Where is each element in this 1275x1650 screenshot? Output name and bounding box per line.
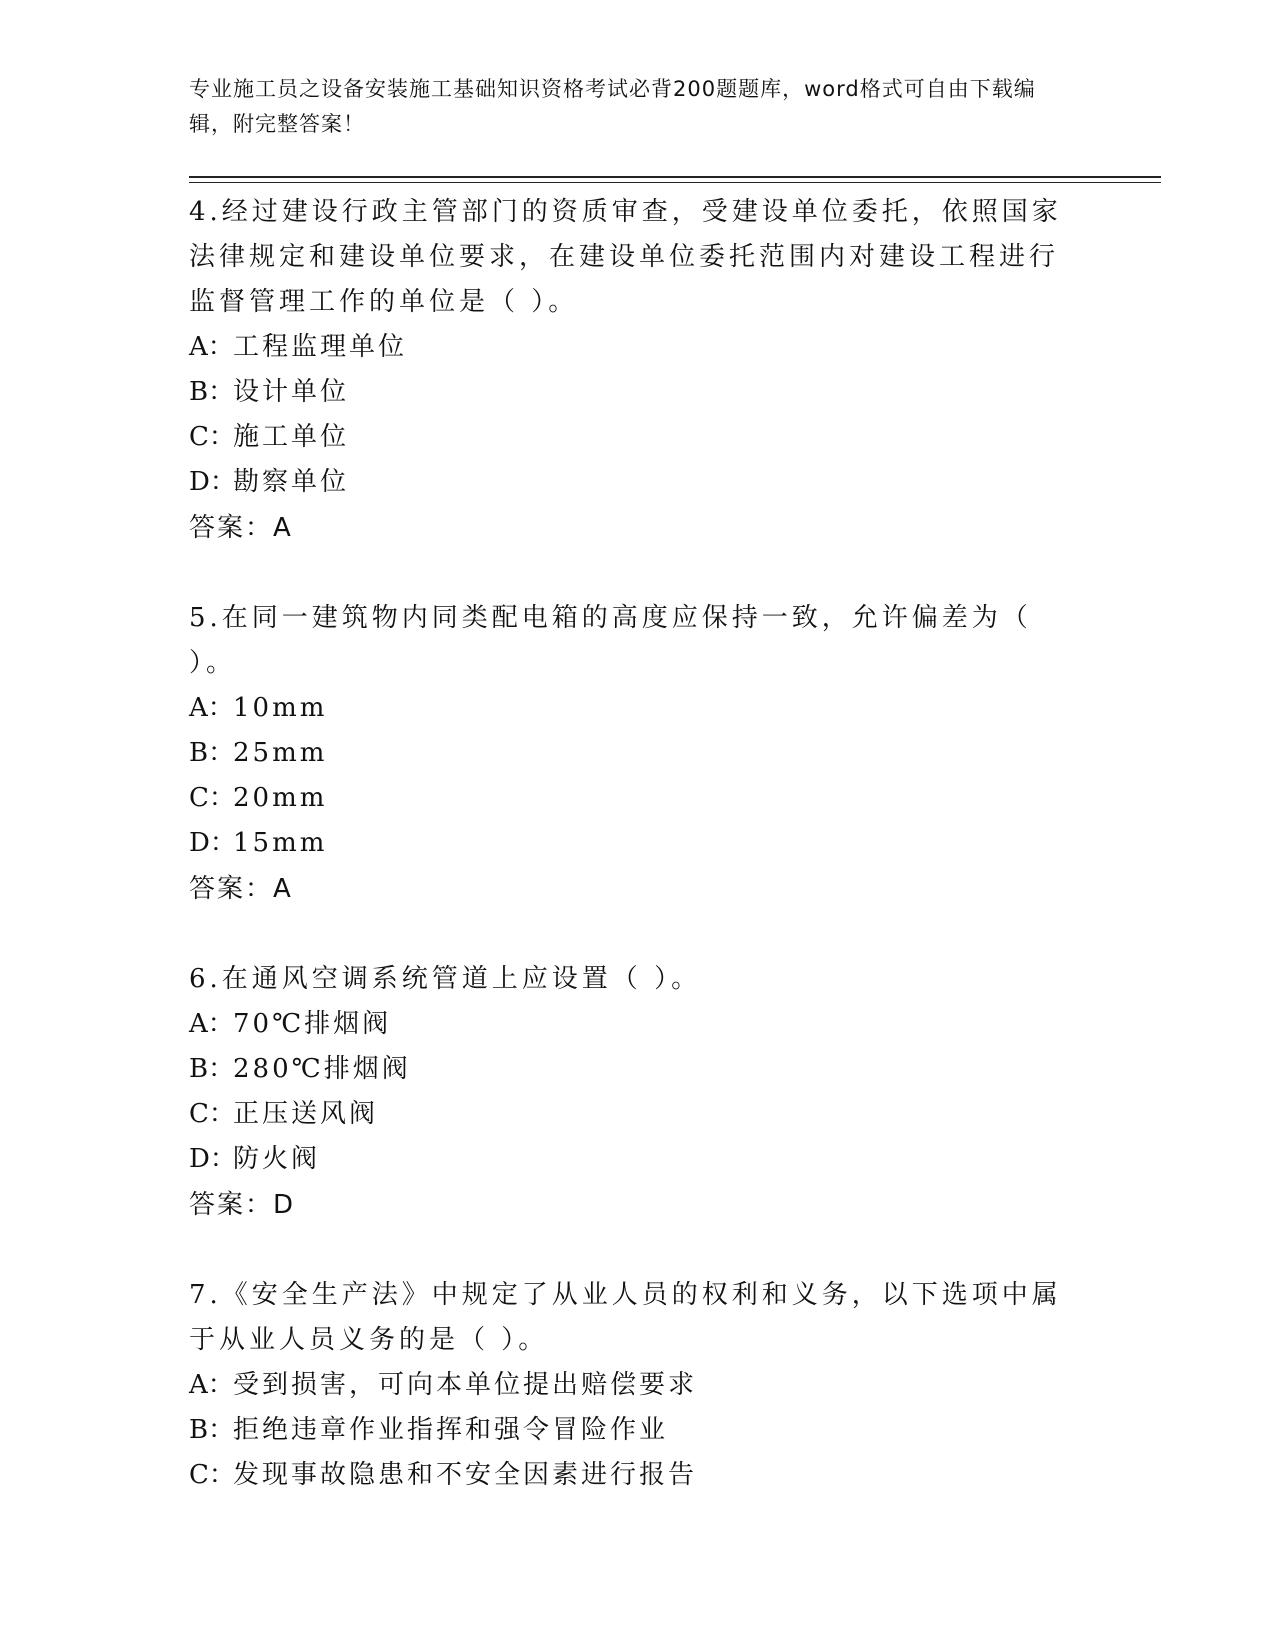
option-d bbox=[189, 460, 1069, 505]
option-text: 施工单位 bbox=[233, 422, 350, 452]
option-c bbox=[189, 1453, 1069, 1498]
option-letter: C： bbox=[189, 422, 235, 452]
option-letter: B： bbox=[189, 1054, 235, 1084]
option-text: 发现事故隐患和不安全因素进行报告 bbox=[233, 1460, 698, 1490]
option-b bbox=[189, 1047, 1069, 1092]
option-letter: C： bbox=[189, 1460, 235, 1490]
option-text: 正压送风阀 bbox=[233, 1099, 379, 1129]
question-4 bbox=[189, 190, 1069, 551]
option-text: 设计单位 bbox=[233, 377, 350, 407]
question-7 bbox=[189, 1273, 1069, 1498]
option-letter: D： bbox=[189, 828, 236, 858]
option-letter: A： bbox=[189, 1009, 234, 1039]
option-letter: D： bbox=[189, 1144, 236, 1174]
answer-line: 答案：A bbox=[189, 513, 293, 543]
option-a bbox=[189, 325, 1069, 370]
option-a bbox=[189, 1002, 1069, 1047]
header-divider-thin bbox=[189, 182, 1161, 183]
option-letter: C： bbox=[189, 1099, 235, 1129]
option-letter: A： bbox=[189, 693, 234, 723]
question-6 bbox=[189, 957, 1069, 1228]
option-letter: D： bbox=[189, 467, 236, 497]
option-text: 勘察单位 bbox=[233, 467, 350, 497]
header-divider-thick bbox=[189, 176, 1161, 178]
option-c bbox=[189, 1092, 1069, 1137]
option-letter: A： bbox=[189, 332, 234, 362]
question-list bbox=[189, 190, 1069, 1543]
option-text: 15mm bbox=[233, 828, 328, 858]
option-text: 70℃排烟阀 bbox=[233, 1009, 392, 1039]
option-text: 25mm bbox=[233, 738, 328, 768]
option-d bbox=[189, 821, 1069, 866]
option-d bbox=[189, 1137, 1069, 1182]
question-5 bbox=[189, 596, 1069, 912]
option-a bbox=[189, 686, 1069, 731]
question-stem: 4.经过建设行政主管部门的资质审查，受建设单位委托，依照国家法律规定和建设单位要求，在建设单位委托范围内对建设工程进行监督管理工作的单位是（ ）。 bbox=[189, 197, 1062, 317]
option-letter: B： bbox=[189, 1415, 235, 1445]
option-text: 20mm bbox=[233, 783, 328, 813]
option-text: 10mm bbox=[233, 693, 328, 723]
question-stem: 7.《安全生产法》中规定了从业人员的权利和义务，以下选项中属于从业人员义务的是（ ）。 bbox=[189, 1280, 1062, 1355]
option-b bbox=[189, 1408, 1069, 1453]
option-letter: B： bbox=[189, 377, 235, 407]
option-c bbox=[189, 776, 1069, 821]
option-text: 防火阀 bbox=[233, 1144, 321, 1174]
option-letter: A： bbox=[189, 1370, 234, 1400]
question-stem: 5.在同一建筑物内同类配电箱的高度应保持一致，允许偏差为（ ）。 bbox=[189, 603, 1032, 678]
option-text: 280℃排烟阀 bbox=[233, 1054, 411, 1084]
document-header: 专业施工员之设备安装施工基础知识资格考试必背200题题库，word格式可自由下载编辑，附完整答案！ bbox=[189, 77, 1036, 136]
option-letter: C： bbox=[189, 783, 235, 813]
option-a bbox=[189, 1363, 1069, 1408]
option-text: 拒绝违章作业指挥和强令冒险作业 bbox=[233, 1415, 669, 1445]
answer-line: 答案：A bbox=[189, 874, 293, 904]
option-c bbox=[189, 415, 1069, 460]
option-b bbox=[189, 731, 1069, 776]
option-text: 工程监理单位 bbox=[233, 332, 408, 362]
option-b bbox=[189, 370, 1069, 415]
question-stem: 6.在通风空调系统管道上应设置（ ）。 bbox=[189, 964, 702, 994]
option-text: 受到损害，可向本单位提出赔偿要求 bbox=[233, 1370, 698, 1400]
answer-line: 答案：D bbox=[189, 1190, 296, 1220]
option-letter: B： bbox=[189, 738, 235, 768]
